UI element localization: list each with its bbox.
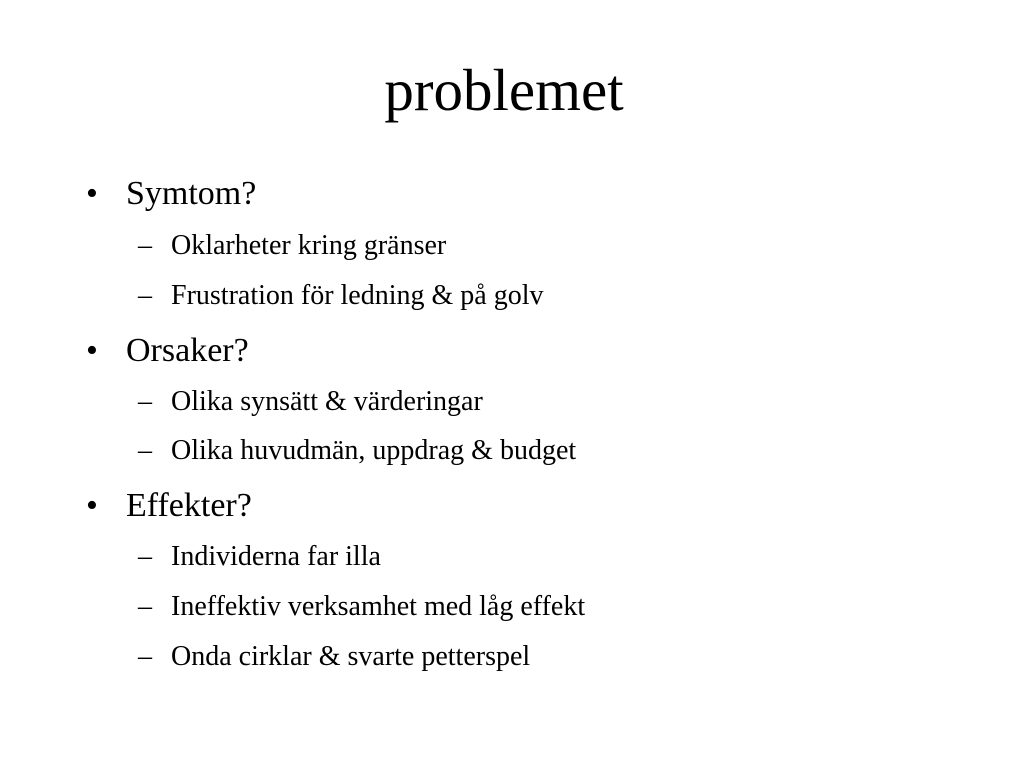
dash-marker: –: [138, 435, 152, 466]
sub-bullet-huvudman: Olika huvudmän, uppdrag & budget: [171, 435, 577, 466]
dash-marker: –: [138, 591, 152, 622]
sub-bullet-ineffektiv: Ineffektiv verksamhet med låg effekt: [171, 591, 586, 622]
bullet-orsaker: Orsaker?: [126, 332, 249, 369]
bullet-effekter: Effekter?: [126, 487, 252, 524]
sub-bullet-frustration: Frustration för ledning & på golv: [171, 280, 544, 311]
dash-marker: –: [138, 280, 152, 311]
sub-bullet-individerna: Individerna far illa: [171, 541, 381, 572]
sub-bullet-onda-cirklar: Onda cirklar & svarte petterspel: [171, 641, 531, 672]
bullet-symtom: Symtom?: [126, 175, 257, 212]
sub-bullet-synsatt: Olika synsätt & värderingar: [171, 386, 483, 417]
bullet-marker: •: [86, 175, 98, 212]
slide-title: problemet: [384, 57, 624, 123]
dash-marker: –: [138, 641, 152, 672]
dash-marker: –: [138, 230, 152, 261]
dash-marker: –: [138, 386, 152, 417]
sub-bullet-oklarheter: Oklarheter kring gränser: [171, 230, 447, 261]
bullet-marker: •: [86, 332, 98, 369]
bullet-marker: •: [86, 487, 98, 524]
dash-marker: –: [138, 541, 152, 572]
